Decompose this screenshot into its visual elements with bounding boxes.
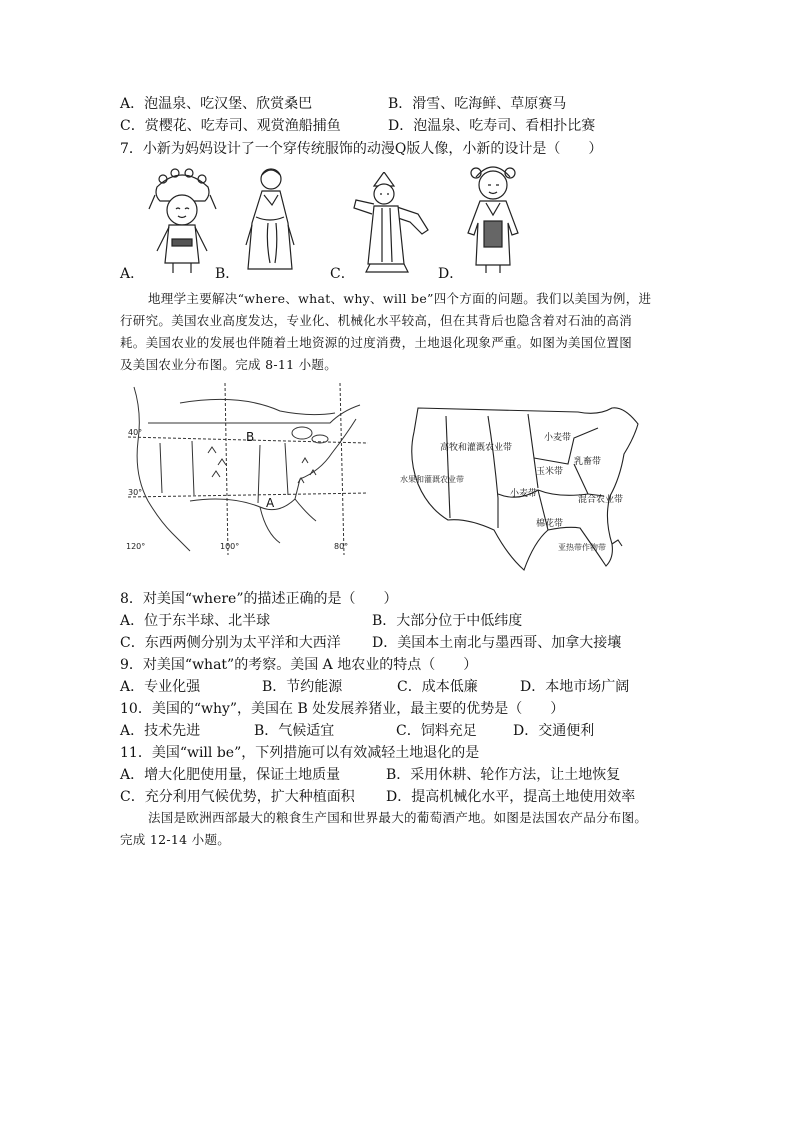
passage1-line2: 行研究。美国农业高度发达，专业化、机械化水平较高，但在其背后也隐含着对石油的高消 bbox=[120, 313, 633, 328]
figure-b-hanbok-costume[interactable] bbox=[238, 165, 300, 277]
q8-option-b[interactable]: B．大部分位于中低纬度 bbox=[372, 613, 523, 629]
map2-zone-cotton: 棉花带 bbox=[536, 519, 564, 529]
map2-zone-small-wheat: 小麦带 bbox=[510, 489, 538, 499]
q7-label-c: C． bbox=[330, 266, 355, 282]
q6-option-c[interactable]: C．赏樱花、吃寿司、观赏渔船捕鱼 bbox=[120, 118, 341, 134]
q11-option-d[interactable]: D．提高机械化水平，提高土地使用效率 bbox=[386, 789, 636, 805]
q9-option-d[interactable]: D．本地市场广阔 bbox=[520, 679, 630, 695]
map1-label-b: B bbox=[246, 430, 255, 444]
q9-stem: 9．对美国“what”的考察。美国 A 地农业的特点（ ） bbox=[120, 657, 478, 673]
map1-lon-80: 80° bbox=[334, 542, 349, 551]
q8-option-d[interactable]: D．美国本土南北与墨西哥、加拿大接壤 bbox=[372, 635, 622, 651]
map2-zone-ranch: 高牧和灌溉农业带 bbox=[440, 443, 513, 453]
map2-zone-subtropical: 亚热带作物带 bbox=[558, 543, 606, 552]
map1-label-a: A bbox=[266, 496, 275, 510]
usa-location-map[interactable] bbox=[120, 383, 372, 555]
q7-label-d: D． bbox=[438, 266, 464, 282]
map2-zone-dairy: 乳畜带 bbox=[574, 457, 602, 467]
map2-zone-corn: 玉米带 bbox=[536, 467, 564, 477]
map1-lon-100: 100° bbox=[220, 542, 240, 551]
q8-stem: 8．对美国“where”的描述正确的是（ ） bbox=[120, 591, 398, 607]
q7-label-b: B． bbox=[215, 266, 240, 282]
q6-option-d[interactable]: D．泡温泉、吃寿司、看相扑比赛 bbox=[388, 118, 596, 134]
passage2-line1: 法国是欧洲西部最大的粮食生产国和世界最大的葡萄酒产地。如图是法国农产品分布图。 bbox=[148, 810, 648, 825]
q8-option-c[interactable]: C．东西两侧分别为太平洋和大西洋 bbox=[120, 635, 341, 651]
usa-agriculture-map[interactable] bbox=[398, 398, 648, 580]
passage2-line2: 完成 12-14 小题。 bbox=[120, 832, 231, 847]
map1-lat-30: 30° bbox=[128, 488, 143, 497]
q9-option-a[interactable]: A．专业化强 bbox=[120, 679, 201, 695]
passage1-line3: 耗。美国农业的发展也伴随着土地资源的过度消费，土地退化现象严重。如图为美国位置图 bbox=[120, 335, 633, 350]
q11-stem: 11．美国“will be”，下列措施可以有效减轻土地退化的是 bbox=[120, 745, 480, 761]
q10-option-b[interactable]: B．气候适宜 bbox=[254, 723, 335, 739]
q7-label-a: A． bbox=[120, 266, 145, 282]
map1-lat-40: 40° bbox=[128, 428, 143, 437]
map1-lon-120: 120° bbox=[126, 542, 146, 551]
map2-zone-mixed: 混合农业带 bbox=[578, 495, 624, 505]
figure-d-hanfu-costume[interactable] bbox=[462, 163, 524, 277]
q6-option-a[interactable]: A．泡温泉、吃汉堡、欣赏桑巴 bbox=[120, 96, 313, 112]
figure-c-tibetan-costume[interactable] bbox=[352, 172, 432, 277]
q10-option-d[interactable]: D．交通便利 bbox=[513, 723, 595, 739]
q11-option-c[interactable]: C．充分利用气候优势，扩大种植面积 bbox=[120, 789, 355, 805]
q7-stem: 7．小新为妈妈设计了一个穿传统服饰的动漫Q版人像，小新的设计是（ ） bbox=[120, 141, 603, 157]
map2-zone-wheat: 小麦带 bbox=[544, 433, 572, 443]
q10-option-c[interactable]: C．饲料充足 bbox=[396, 723, 477, 739]
q9-option-c[interactable]: C．成本低廉 bbox=[397, 679, 478, 695]
q10-stem: 10．美国的“why”，美国在 B 处发展养猪业，最主要的优势是（ ） bbox=[120, 701, 565, 717]
figure-a-mongolian-costume[interactable] bbox=[145, 165, 220, 277]
q10-option-a[interactable]: A．技术先进 bbox=[120, 723, 201, 739]
q11-option-b[interactable]: B．采用休耕、轮作方法，让土地恢复 bbox=[386, 767, 621, 783]
passage1-line4: 及美国农业分布图。完成 8-11 小题。 bbox=[120, 357, 338, 372]
passage1-line1: 地理学主要解决“where、what、why、will be”四个方面的问题。我们以美国为例，进 bbox=[148, 291, 652, 306]
q9-option-b[interactable]: B．节约能源 bbox=[262, 679, 343, 695]
q6-option-b[interactable]: B．滑雪、吃海鲜、草原赛马 bbox=[388, 96, 567, 112]
map2-zone-fruit: 水果和灌溉农业带 bbox=[400, 475, 464, 484]
q8-option-a[interactable]: A．位于东半球、北半球 bbox=[120, 613, 271, 629]
q11-option-a[interactable]: A．增大化肥使用量，保证土地质量 bbox=[120, 767, 341, 783]
